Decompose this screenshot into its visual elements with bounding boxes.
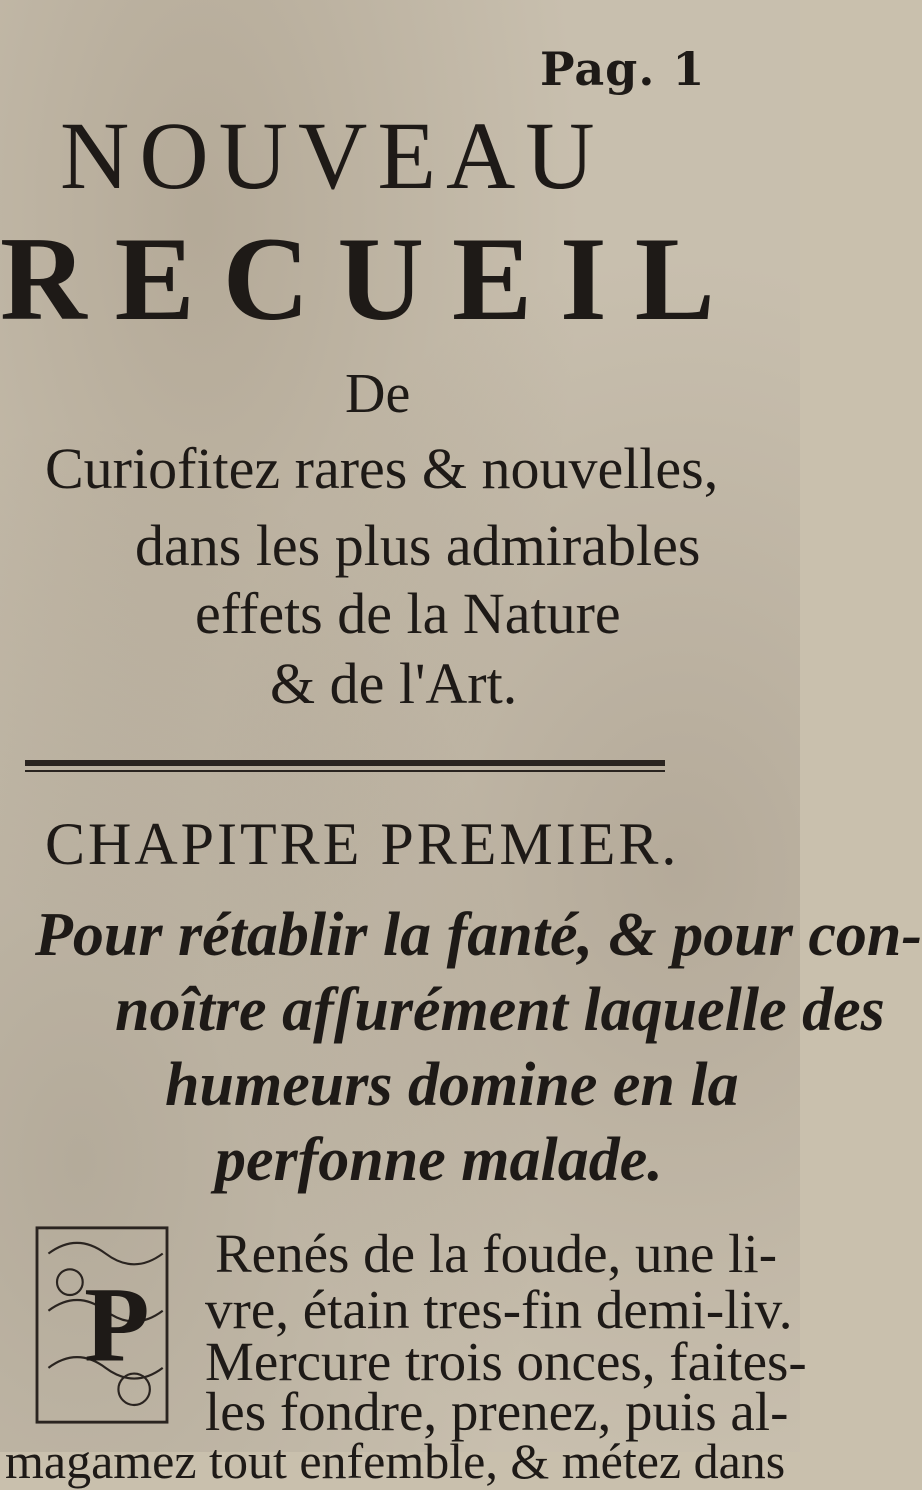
title-line-1: NOUVEAU <box>60 102 605 209</box>
subtitle-line-2: dans les plus admirables <box>135 513 701 578</box>
page-number: Pag. 1 <box>540 42 706 96</box>
body-line-2: vre, étain tres-fin demi-liv. <box>205 1279 793 1340</box>
subtitle-line-1: Curiofitez rares & nouvelles, <box>45 436 719 501</box>
body-line-1: Renés de la foude, une li- <box>215 1223 778 1284</box>
chapter-title-line-3: humeurs domine en la <box>165 1051 739 1119</box>
body-line-3: Mercure trois onces, faites- <box>205 1331 807 1392</box>
subtitle-line-3: effets de la Nature <box>195 581 621 646</box>
body-line-5: magamez tout enfemble, & métez dans <box>5 1433 786 1489</box>
ornamental-drop-cap <box>12 1225 192 1425</box>
title-line-2: RECUEIL <box>0 212 743 345</box>
title-de: De <box>345 363 411 425</box>
body-line-4: les fondre, prenez, puis al- <box>205 1381 789 1442</box>
chapter-title-line-4: perfonne malade. <box>215 1126 663 1194</box>
chapter-title-line-1: Pour rétablir la fanté, & pour con- <box>35 901 922 969</box>
drop-cap-letter: P <box>84 1266 150 1385</box>
chapter-heading: CHAPITRE PREMIER. <box>45 811 680 877</box>
divider-rule-thin <box>25 770 665 772</box>
divider-rule <box>25 760 665 766</box>
chapter-title-line-2: noître afſurément laquelle des <box>115 976 885 1044</box>
subtitle-line-4: & de l'Art. <box>270 651 518 716</box>
